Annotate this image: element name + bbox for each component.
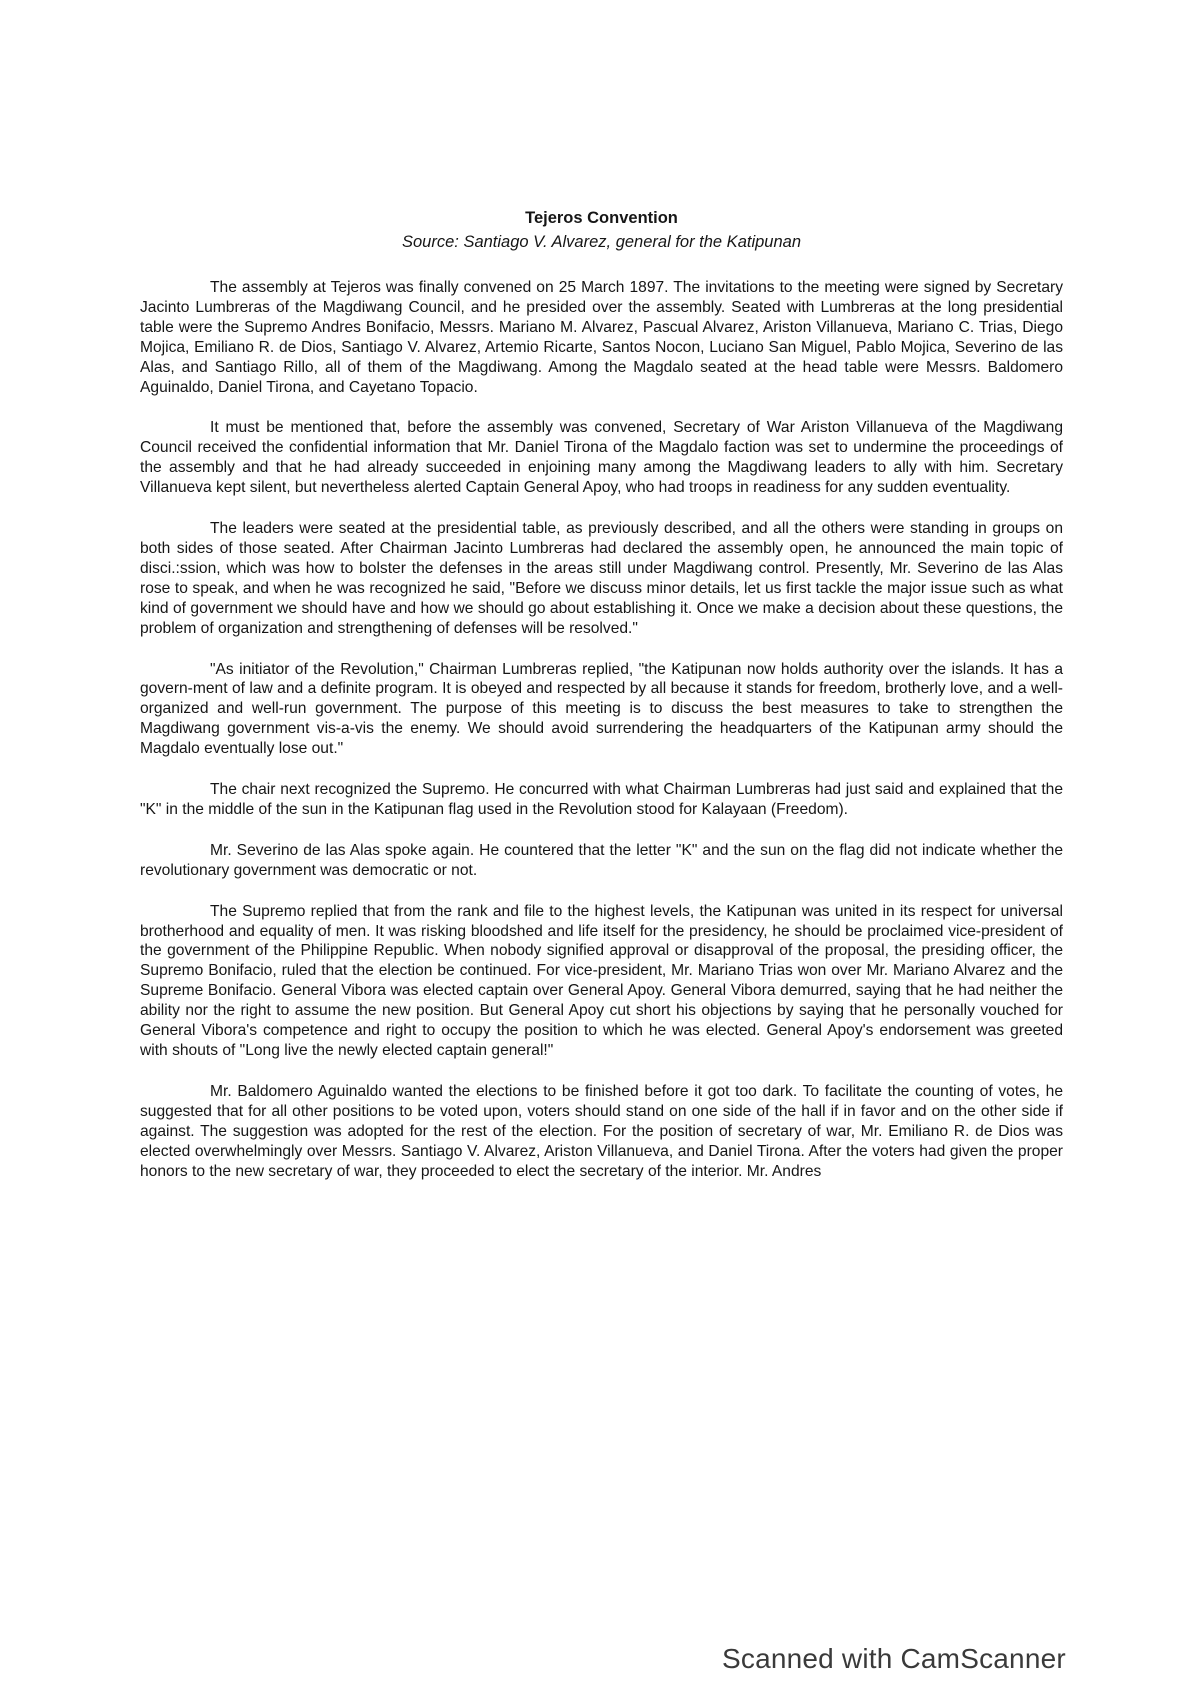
scanner-watermark: Scanned with CamScanner	[722, 1643, 1066, 1674]
paragraph: The chair next recognized the Supremo. He concurred with what Chairman Lumbreras had just said and explained that the "K" in the middle of the sun in the Katipunan flag used in the Revolution stood for Kalayaan (Freedom).	[140, 781, 1063, 818]
document-page	[140, 208, 1063, 1181]
paragraph: The Supremo replied that from the rank and file to the highest levels, the Katipunan was united in its respect for universal brotherhood and equality of men. It was risking bloodshed and life itself for the presidency, he should be proclaimed vice-president of the government of the Philippine Republic. When nobody signified approval or disapproval of the proposal, the presiding officer, the Supremo Bonifacio, ruled that the election be continued. For vice-president, Mr. Mariano Trias won over Mr. Mariano Alvarez and the Supreme Bonifacio. General Vibora was elected captain over General Apoy. General Vibora demurred, saying that he had neither the ability nor the right to assume the new position. But General Apoy cut short his objections by saying that he personally vouched for General Vibora's competence and right to occupy the position to which he was elected. General Apoy's endorsement was greeted with shouts of "Long live the newly elected captain general!"	[140, 902, 1063, 1059]
paragraph: "As initiator of the Revolution," Chairman Lumbreras replied, "the Katipunan now holds authority over the islands. It has a govern-ment of law and a definite program. It is obeyed and respected by all because it stands for freedom, brotherly love, and a well-organized and well-run government. The purpose of this meeting is to discuss the best measures to take to strengthen the Magdiwang government vis-a-vis the enemy. We should avoid surrendering the headquarters of the Katipunan army should the Magdalo eventually lose out."	[140, 660, 1063, 758]
paragraph: Mr. Baldomero Aguinaldo wanted the elections to be finished before it got too dark. To facilitate the counting of votes, he suggested that for all other positions to be voted upon, voters should stand on one side of the hall if in favor and on the other side if against. The suggestion was adopted for the rest of the election. For the position of secretary of war, Mr. Emiliano R. de Dios was elected overwhelmingly over Messrs. Santiago V. Alvarez, Ariston Villanueva, and Daniel Tirona. After the voters had given the proper honors to the new secretary of war, they proceeded to elect the secretary of the interior. Mr. Andres	[140, 1082, 1063, 1180]
paragraph: It must be mentioned that, before the assembly was convened, Secretary of War Ariston Villanueva of the Magdiwang Council received the confidential information that Mr. Daniel Tirona of the Magdalo faction was set to undermine the proceedings of the assembly and that he had already succeeded in enjoining many among the Magdiwang leaders to ally with him. Secretary Villanueva kept silent, but nevertheless alerted Captain General Apoy, who had troops in readiness for any sudden eventuality.	[140, 419, 1063, 497]
document-title: Tejeros Convention	[525, 209, 678, 227]
paragraph: Mr. Severino de las Alas spoke again. He countered that the letter "K" and the sun on the flag did not indicate whether the revolutionary government was democratic or not.	[140, 841, 1063, 879]
paragraph: The assembly at Tejeros was finally convened on 25 March 1897. The invitations to the meeting were signed by Secretary Jacinto Lumbreras of the Magdiwang Council, and he presided over the assembly. Seated with Lumbreras at the long presidential table were the Supremo Andres Bonifacio, Messrs. Mariano M. Alvarez, Pascual Alvarez, Ariston Villanueva, Mariano C. Trias, Diego Mojica, Emiliano R. de Dios, Santiago V. Alvarez, Artemio Ricarte, Santos Nocon, Luciano San Miguel, Pablo Mojica, Severino de las Alas, and Santiago Rillo, all of them of the Magdiwang. Among the Magdalo seated at the head table were Messrs. Baldomero Aguinaldo, Daniel Tirona, and Cayetano Topacio.	[140, 279, 1063, 396]
paragraph: The leaders were seated at the presidential table, as previously described, and all the others were standing in groups on both sides of those seated. After Chairman Jacinto Lumbreras had declared the assembly open, he announced the main topic of disci.:ssion, which was how to bolster the defenses in the areas still under Magdiwang control. Presently, Mr. Severino de las Alas rose to speak, and when he was recognized he said, "Before we discuss minor details, let us first tackle the major issue such as what kind of government we should have and how we should go about establishing it. Once we make a decision about these questions, the problem of organization and strengthening of defenses will be resolved."	[140, 520, 1063, 637]
document-body	[140, 278, 1063, 1181]
document-source: Source: Santiago V. Alvarez, general for the Katipunan	[402, 233, 801, 251]
